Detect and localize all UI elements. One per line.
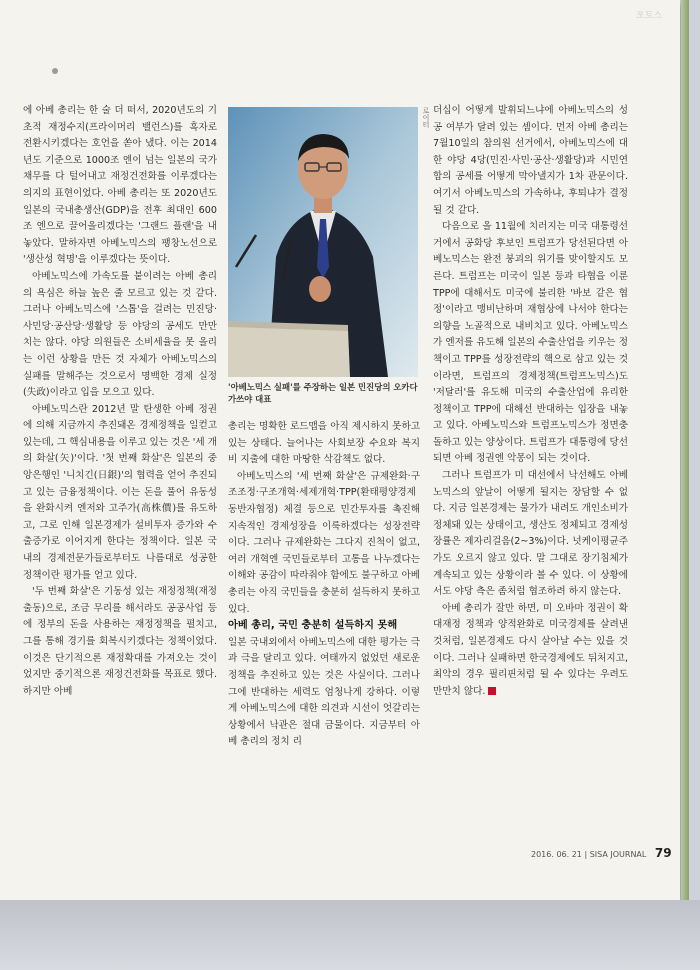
issue-date: 2016. 06. 21 xyxy=(531,850,582,859)
page-footer xyxy=(531,846,672,860)
paragraph: 에 아베 총리는 한 술 더 떠서, 2020년도의 기초적 재정수지(프라이머리 밸런스)를 흑자로 전환시키겠다는 호언을 쏟아 냈다. 이는 2014년도 기준으로 1000조 엔이 넘는 일본의 국가채무를 다 털어내고 재정건전화를 이루겠다는 의지의 표현이었다. 아베 총리는 또 2020년도 일본의 국내총생산(GDP)을 전후 최대인 600조 엔으로 끌어올리겠다는 '그랜드 플랜'을 내놓았다. 말하자면 아베노믹스의 팽창노선으로 '생산성 혁명'을 이루겠다는 뜻이다. xyxy=(23,105,217,266)
speaker-photo-icon xyxy=(228,107,418,377)
article-photo xyxy=(228,107,418,377)
paragraph: 그러나 트럼프가 미 대선에서 낙선해도 아베노믹스의 앞날이 어떻게 될지는 장담할 수 없다. 지금 일본경제는 물가가 내려도 개인소비가 정체돼 있는 상태이고, 생산도 정체되고 경제성장률은 제자리걸음(2~3%)이다. 넛케이평균주가도 오르지 않고 있다. 말 그대로 장기침체가 계속되고 있는 상황이라 볼 수 있다. 이 상황에서도 야당 측은 좀처럼 협조하려 하지 않는다. xyxy=(433,470,628,598)
scan-background xyxy=(0,900,700,970)
end-mark-icon xyxy=(488,687,496,695)
paragraph: 아베노믹스의 '세 번째 화살'은 규제완화·구조조정·구조개혁·세제개혁·TPP(환태평양경제동반자협정) 체결 등으로 민간투자를 촉진해 지속적인 경제성장을 이룩하겠다는 성장전략이다. 그러나 규제완화는 그다지 진척이 없고, 여러 개혁엔 국민들로부터 고통을 나누겠다는 이해와 공감이 따라줘야 함에도 불구하고 아베 총리는 아직 국민들을 충분히 설득하지 못하고 있다. xyxy=(228,470,420,615)
magazine-name: SISA JOURNAL xyxy=(589,850,647,859)
paragraph: 일본 국내외에서 아베노믹스에 대한 평가는 극과 극을 달리고 있다. 여태까지 없었던 새로운 정책을 추진하고 있는 것은 사실이다. 그러나 그에 반대하는 세력도 엄청나게 강하다. 이렇게 아베노믹스에 대한 의견과 시선이 엇갈리는 상황에서 낙관은 절대 금물이다. 지금부터 아베 총리의 정치 리 xyxy=(228,636,420,748)
watermark: 포토스 xyxy=(636,11,663,21)
paragraph: '두 번째 화살'은 기동성 있는 재정정책(재정출동)으로, 조금 무리를 해서라도 공공사업 등에 정부의 돈을 사용하는 재정정책을 펼치고, 그를 통해 경기를 회복시키겠다는 정책이었다. 이것은 단기적으론 재정확대를 가져오는 것이었지만 중기적으론 재정건전화를 목표로 했다. 하지만 아베 xyxy=(23,586,217,697)
column-2 xyxy=(228,419,420,751)
column-3 xyxy=(433,103,628,700)
photo-caption: '아베노믹스 실패'를 주장하는 일본 민진당의 오카다 가쓰야 대표 xyxy=(228,382,418,404)
paragraph: 아베노믹스란 2012년 말 탄생한 아베 정권에 의해 지금까지 추진돼온 경제정책을 일컫고 있는데, 그 핵심내용을 이루고 있는 것은 '세 개의 화살(矢)'이다. '첫 번째 화살'은 일본의 중앙은행인 '니치긴(日銀)'의 협력을 얻어 추진되고 있는 금융정책이다. 이는 돈을 풀어 유동성을 완화시켜 엔저와 고주가(高株價)를 유도하고, 그로 인해 일본경제가 설비투자 증가와 수출증가로 이어지게 한다는 정책이다. 일본 국내의 경제전문가들로부터도 나름대로 성공한 정책이란 평가를 얻고 있다. xyxy=(23,403,217,581)
paragraph xyxy=(433,601,628,701)
paragraph-text: 아베 총리가 잘만 하면, 미 오바마 정권이 확대재정 정책과 양적완화로 미국경제를 살려낸 것처럼, 일본경제도 다시 살아날 수는 있을 것이다. 그러나 실패하면 한국경제에도 뒤처지고, 최악의 경우 필리핀처럼 될 수 있다는 우려도 만만치 않다. xyxy=(433,602,628,697)
column-1 xyxy=(23,103,217,700)
page-number: 79 xyxy=(654,846,672,860)
section-subheading: 아베 총리, 국민 충분히 설득하지 못해 xyxy=(228,620,398,632)
paragraph: 총리는 명확한 로드맵을 아직 제시하지 못하고 있는 상태다. 늘어나는 사회보장 수요와 복지비 지출에 대한 마땅한 삭감책도 없다. xyxy=(228,421,420,466)
page-dot xyxy=(52,68,58,74)
photo-credit: 로이터 xyxy=(422,107,430,128)
paragraph: 다음으로 올 11월에 치러지는 미국 대통령선거에서 공화당 후보인 트럼프가 당선된다면 아베노믹스는 완전 붕괴의 위기를 맞이할지도 모른다. 트럼프는 미국이 일본 등과 타협을 이룬 TPP에 대해서도 미국에 불리한 '바보 같은 협정'이라고 맹비난하며 재협상에 나서야 한다는 의향을 노골적으로 내비치고 있다. 아베노믹스가 엔저를 유도해 일본의 수출산업을 키우는 정책이고 TPP를 성장전략의 핵으로 삼고 있는 것이라면, 트럼프의 경제정책(트럼프노믹스)도 '저달러'를 유도해 미국의 수출산업에 유리한 정책이고 TPP에 대해선 반대하는 입장을 내놓고 있다. 아베노믹스와 트럼프노믹스가 정면충돌하고 있는 양상이다. 트럼프가 대통령에 당선되면 아베 정권엔 악몽이 되는 것이다. xyxy=(433,221,628,465)
footer-separator: | xyxy=(584,850,588,859)
page-edge xyxy=(681,0,689,900)
paragraph: 아베노믹스에 가속도를 붙이려는 아베 총리의 욕심은 하늘 높은 줄 모르고 있는 것 같다. 그러나 아베노믹스에 '스톱'을 걸려는 민진당·사민당·공산당·생활당 등 야당의 공세도 만만치는 않다. 야당 의원들은 소비세율을 못 올리는 이런 상황을 만든 것 자체가 아베노믹스의 실패를 말해주는 것으로서 명백한 경제 실정(失政)이라고 입을 모으고 있다. xyxy=(23,270,217,399)
paragraph: 더십이 어떻게 발휘되느냐에 아베노믹스의 성공 여부가 달려 있는 셈이다. 먼저 아베 총리는 7월10일의 참의원 선거에서, 아베노믹스에 대한 야당 4당(민진·사민·공산·생활당)과 시민연합의 공세를 어떻게 막아낼지가 1차 관문이다. 여기서 아베노믹스의 가속하냐, 후퇴냐가 결정될 것 같다. xyxy=(433,105,628,216)
